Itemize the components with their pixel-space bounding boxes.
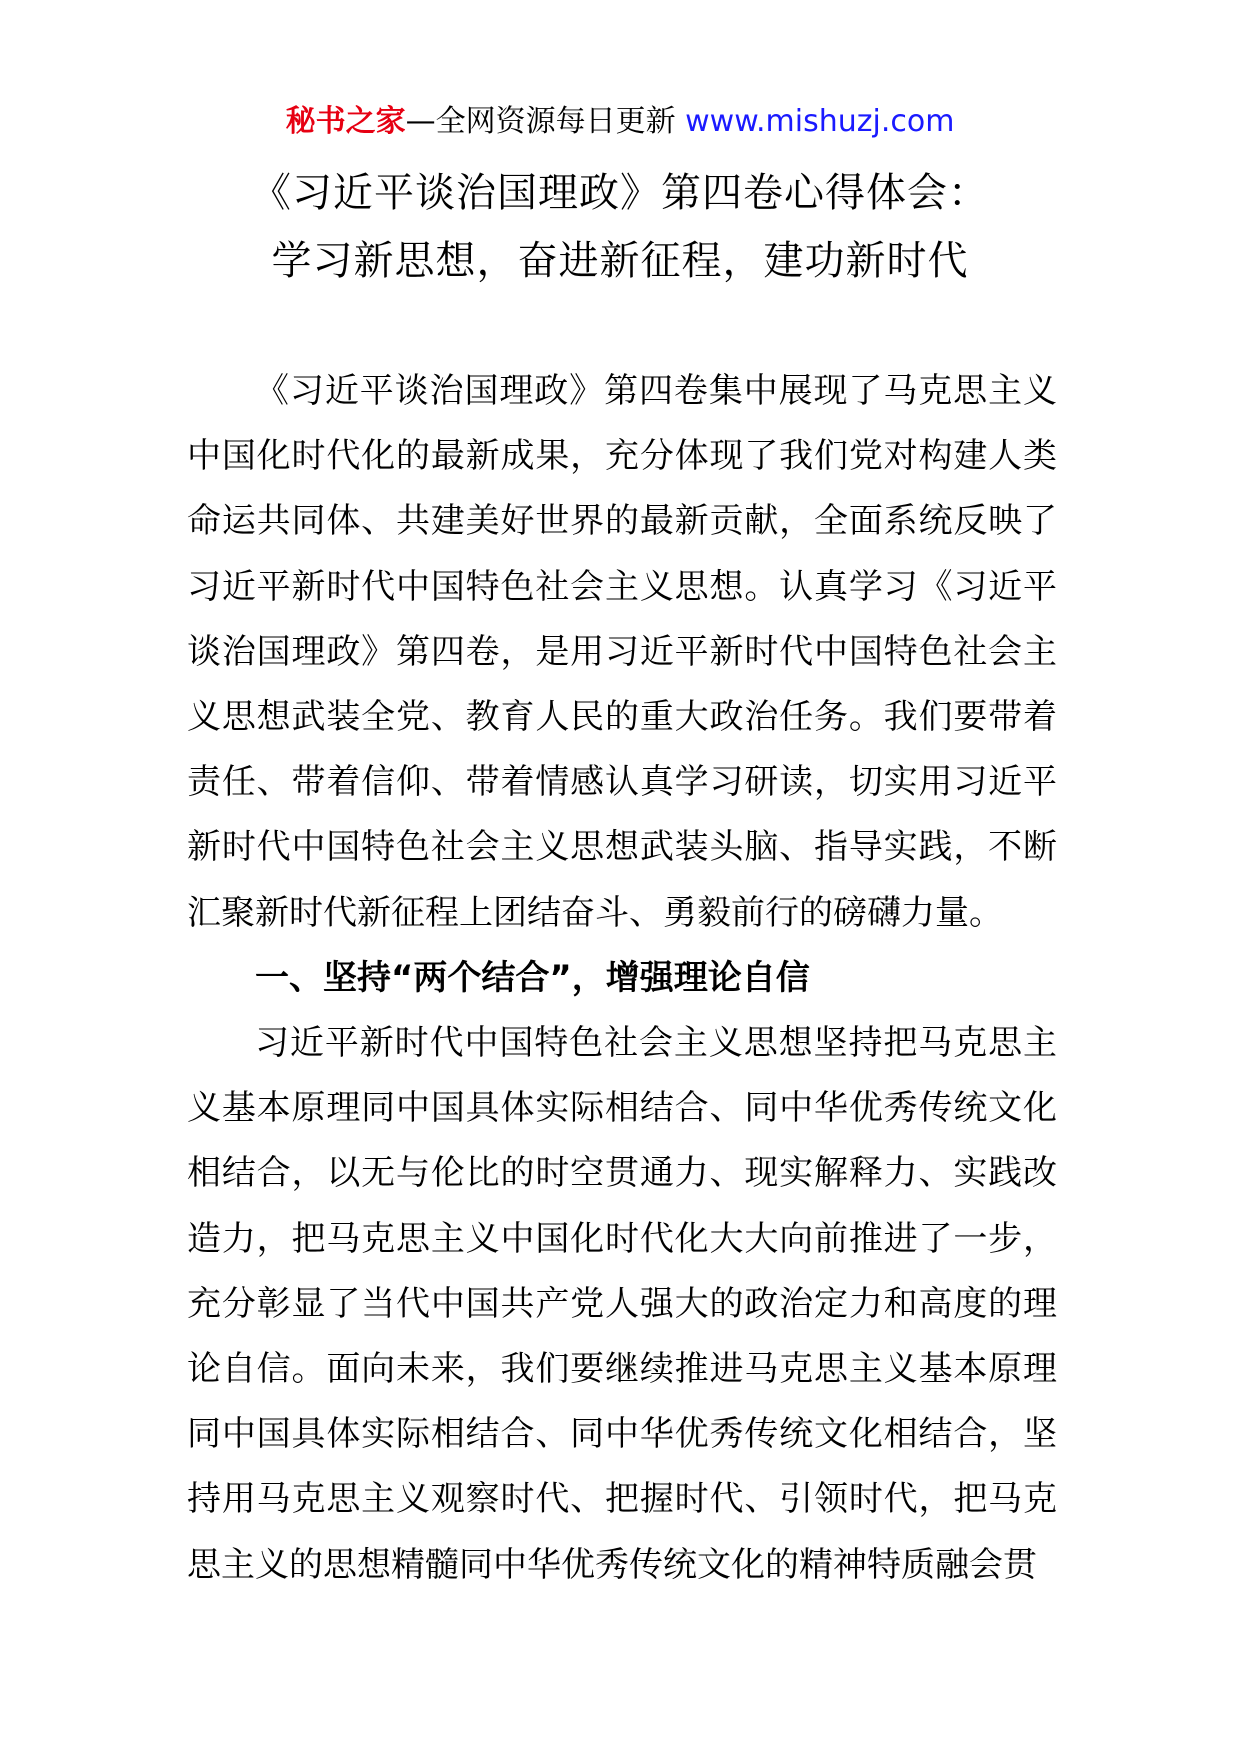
document-title-line-2: 学习新思想，奋进新征程，建功新时代 <box>271 238 969 284</box>
document-body <box>187 359 1057 1598</box>
site-header <box>0 100 1240 144</box>
body-paragraph-section-1: 习近平新时代中国特色社会主义思想坚持把马克思主义基本原理同中国具体实际相结合、同中华优秀传统文化相结合，以无与伦比的时空贯通力、现实解释力、实践改造力，把马克思主义中国化时代化大大向前推进了一步，充分彰显了当代中国共产党人强大的政治定力和高度的理论自信。面向未来，我们要继续推进马克思主义基本原理同中国具体实际相结合、同中华优秀传统文化相结合，坚持用马克思主义观察时代、把握时代、引领时代，把马克思主义的思想精髓同中华优秀传统文化的精神特质融会贯 <box>187 1023 1057 1585</box>
brand-name: 秘书之家 <box>285 104 406 139</box>
section-heading-1: 一、坚持“两个结合”，增强理论自信 <box>255 957 810 998</box>
document-title-line-1: 《习近平谈治国理政》第四卷心得体会： <box>251 170 989 216</box>
body-paragraph-intro: 《习近平谈治国理政》第四卷集中展现了马克思主义中国化时代化的最新成果，充分体现了我们党对构建人类命运共同体、共建美好世界的最新贡献，全面系统反映了习近平新时代中国特色社会主义思想。认真学习《习近平谈治国理政》第四卷，是用习近平新时代中国特色社会主义思想武装全党、教育人民的重大政治任务。我们要带着责任、带着信仰、带着情感认真学习研读，切实用习近平新时代中国特色社会主义思想武装头脑、指导实践，不断汇聚新时代新征程上团结奋斗、勇毅前行的磅礴力量。 <box>187 371 1057 933</box>
header-tagline: —全网资源每日更新 <box>405 104 676 139</box>
site-url-link[interactable]: www.mishuzj.com <box>685 104 955 139</box>
